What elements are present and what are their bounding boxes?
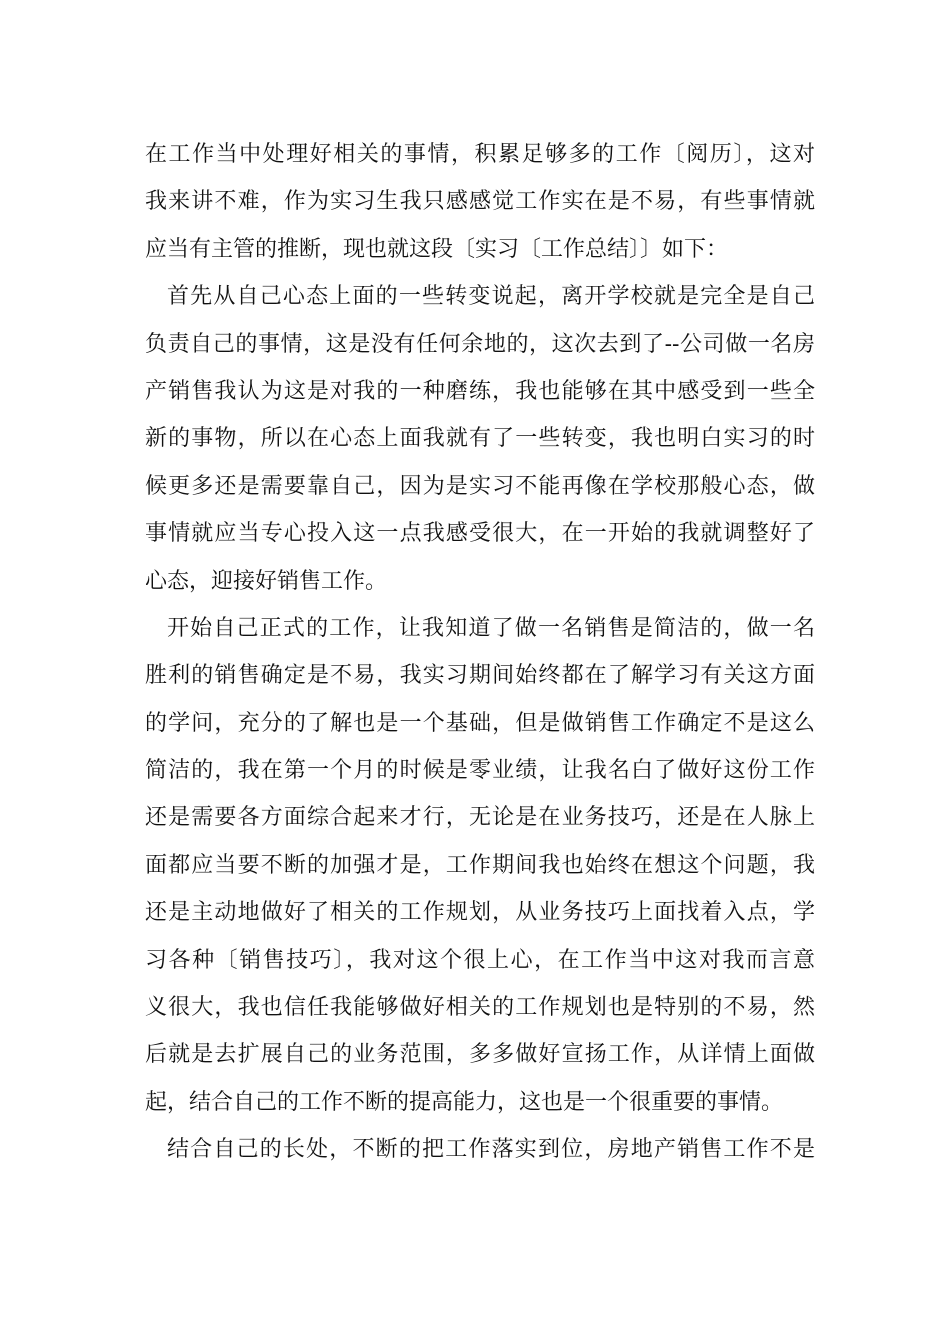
- text-line: 后就是去扩展自己的业务范围，多多做好宣扬工作，从详情上面做: [145, 1042, 815, 1068]
- text-line: 负责自己的事情，这是没有任何余地的，这次去到了--公司做一名房: [145, 331, 815, 357]
- text-line: 习各种〔销售技巧〕，我对这个很上心，在工作当中这对我而言意: [145, 947, 815, 973]
- text-line: 心态，迎接好销售工作。: [145, 568, 388, 594]
- text-line: 候更多还是需要靠自己，因为是实习不能再像在学校那般心态，做: [145, 473, 815, 499]
- text-line: 还是需要各方面综合起来才行，无论是在业务技巧，还是在人脉上: [145, 805, 815, 831]
- paragraph-first-line: 结合自己的长处，不断的把工作落实到位，房地产销售工作不是: [167, 1137, 815, 1163]
- text-line: 简洁的，我在第一个月的时候是零业绩，让我名白了做好这份工作: [145, 758, 815, 784]
- text-line: 产销售我认为这是对我的一种磨练，我也能够在其中感受到一些全: [145, 378, 815, 404]
- paragraph-first-line: 首先从自己心态上面的一些转变说起，离开学校就是完全是自己: [167, 284, 815, 310]
- text-line: 新的事物，所以在心态上面我就有了一些转变，我也明白实习的时: [145, 426, 815, 452]
- text-line: 的学问，充分的了解也是一个基础，但是做销售工作确定不是这么: [145, 710, 815, 736]
- text-line: 义很大，我也信任我能够做好相关的工作规划也是特别的不易，然: [145, 995, 815, 1021]
- text-line: 还是主动地做好了相关的工作规划，从业务技巧上面找着入点，学: [145, 900, 815, 926]
- document-body: [145, 131, 815, 1174]
- text-line: 我来讲不难，作为实习生我只感感觉工作实在是不易，有些事情就: [145, 189, 815, 215]
- text-line: 应当有主管的推断，现也就这段〔实习〔工作总结〕〕如下：: [145, 236, 729, 262]
- text-line: 起，结合自己的工作不断的提高能力，这也是一个很重要的事情。: [145, 1089, 784, 1115]
- text-line: 事情就应当专心投入这一点我感受很大，在一开始的我就调整好了: [145, 521, 815, 547]
- text-line: 面都应当要不断的加强才是，工作期间我也始终在想这个问题，我: [145, 852, 815, 878]
- paragraph-first-line: 开始自己正式的工作，让我知道了做一名销售是简洁的，做一名: [167, 615, 815, 641]
- text-line: 在工作当中处理好相关的事情，积累足够多的工作〔阅历〕，这对: [145, 142, 815, 167]
- text-line: 胜利的销售确定是不易，我实习期间始终都在了解学习有关这方面: [145, 663, 815, 689]
